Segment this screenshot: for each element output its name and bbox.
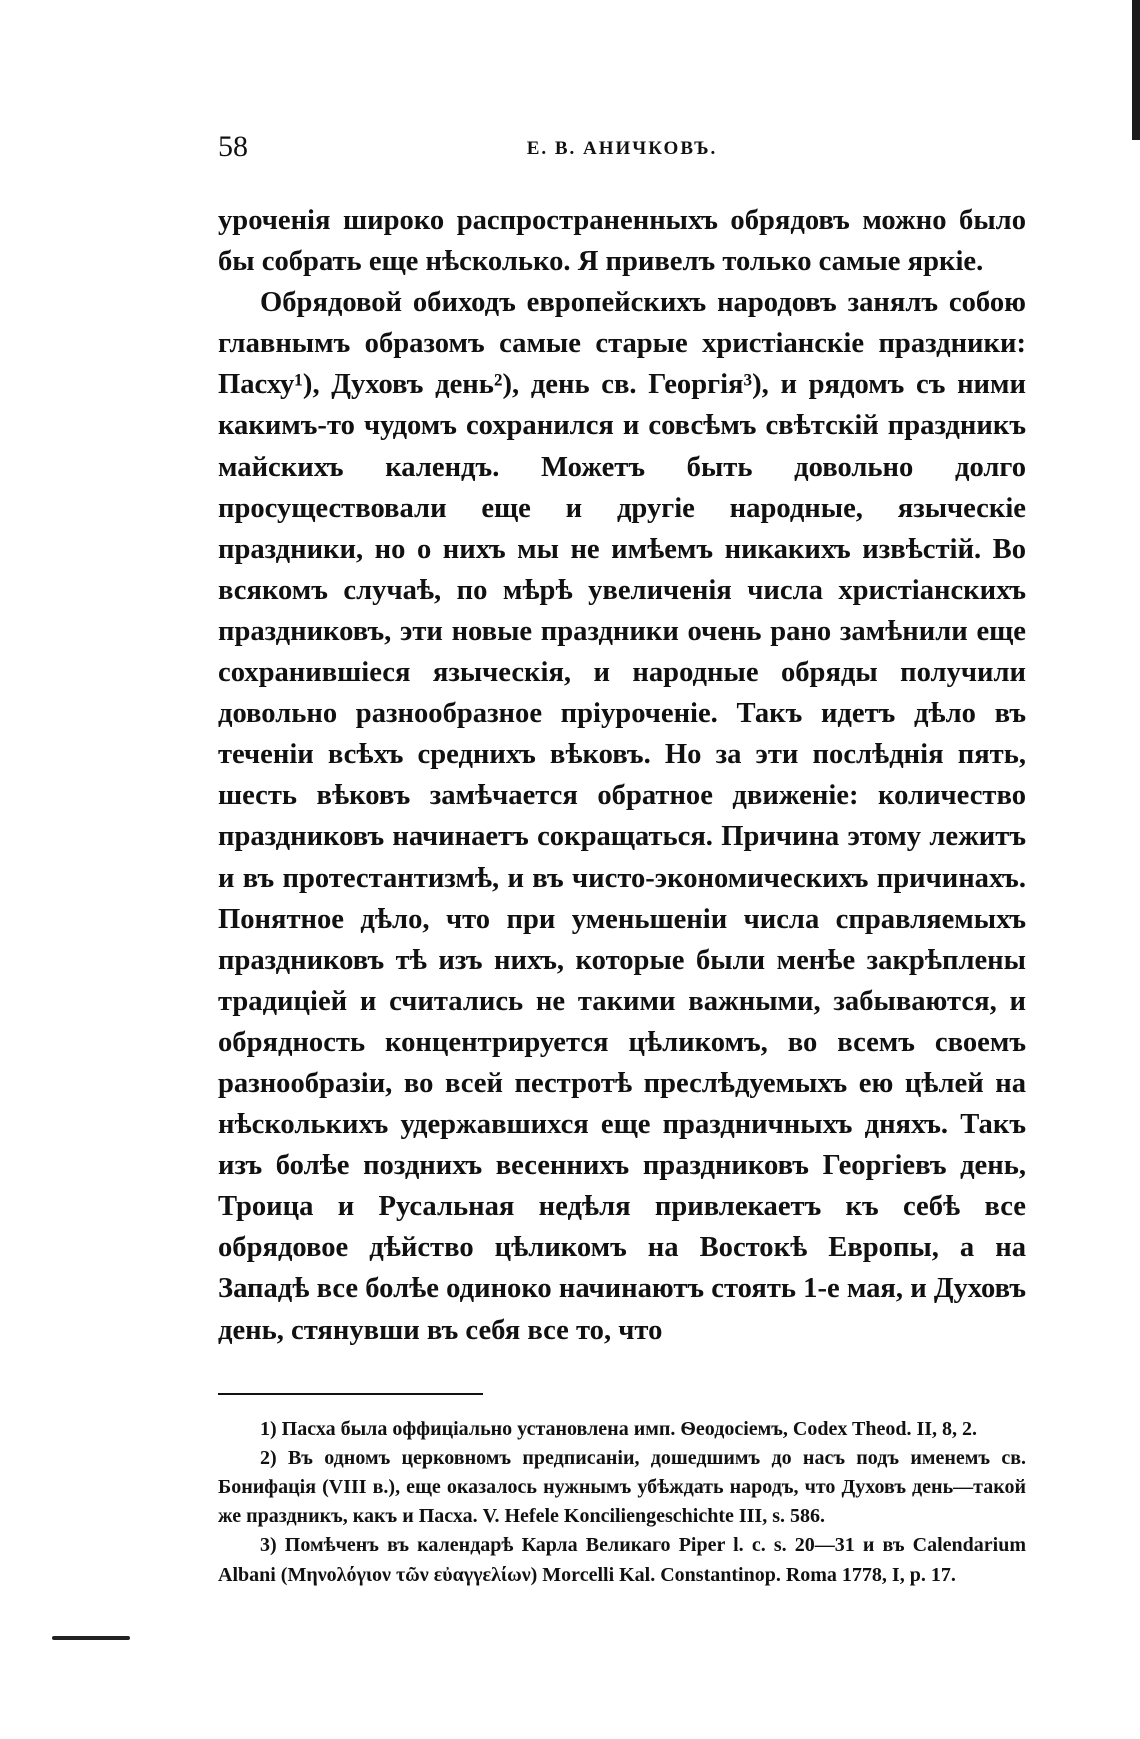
paragraph: Обрядовой обиходъ европейскихъ народовъ занялъ собою главнымъ образомъ самые старые христіанскіе праздники: Пасху¹), Духовъ день²), день св. Георгія³), и рядомъ съ ними какимъ-то чудомъ сохранился и совсѣмъ свѣтскій праздникъ майскихъ календъ. Можетъ быть довольно долго просуществовали еще и другіе народные, языческіе праздники, но о нихъ мы не имѣемъ никакихъ извѣстій. Во всякомъ случаѣ, по мѣрѣ увеличенія числа христіанскихъ праздниковъ, эти новые праздники очень рано замѣнили еще сохранившіеся языческія, и народные обряды получили довольно разнообразное пріуроченіе. Такъ идетъ дѣло въ теченіи всѣхъ среднихъ вѣковъ. Но за эти послѣднія пять, шесть вѣковъ замѣчается обратное движеніе: количество праздниковъ начинаетъ сокращаться. Причина этому лежитъ и въ протестантизмѣ, и въ чисто-экономическихъ причинахъ. Понятное дѣло, что при уменьшеніи числа справляемыхъ праздниковъ тѣ изъ нихъ, которые были менѣе закрѣплены традиціей и считались не такими важными, забываются, и обрядность концентрируется цѣликомъ, во всемъ своемъ разнообразіи, во всей пестротѣ преслѣдуемыхъ ею цѣлей на нѣсколькихъ удержавшихся еще праздничныхъ дняхъ. Такъ изъ болѣе позднихъ весеннихъ праздниковъ Георгіевъ день, Троица и Русальная недѣля привлекаетъ къ себѣ все обрядовое дѣйство цѣликомъ на Востокѣ Европы, а на Западѣ все болѣе одиноко начинаютъ стоять 1-е мая, и Духовъ день, стянувши въ себя все то, что	[218, 287, 1026, 1346]
footnote-3: 3) Помѣченъ въ календарѣ Карла Великаго Piper l. c. s. 20—31 и въ Calendarium Albani (Μηνολόγιον τῶν εὐαγγελίων) Morcelli Kal. Constantinop. Roma 1778, I, p. 17.	[218, 1534, 1026, 1586]
page-header	[218, 130, 1026, 170]
paragraph-continued: уроченія широко распространенныхъ обрядовъ можно было бы собрать еще нѣсколько. Я привелъ только самые яркіе.	[218, 205, 1026, 278]
footnote-2: 2) Въ одномъ церковномъ предписаніи, дошедшимъ до насъ подъ именемъ св. Бонифація (VIII в.), еще оказалось нужнымъ убѣждать народъ, что Духовъ день—такой же праздникъ, какъ и Пасха. V. Hefele Konciliengeschichte III, s. 586.	[218, 1446, 1026, 1528]
footnote-1: 1) Пасха была оффиціально установлена имп. Ѳеодосіемъ, Codex Theod. II, 8, 2.	[260, 1417, 978, 1440]
main-text	[218, 200, 1026, 1351]
running-head: Е. В. АНИЧКОВЪ.	[526, 138, 718, 159]
footnotes	[218, 1415, 1026, 1590]
scan-artifact-mark	[52, 1636, 130, 1640]
footnote-separator	[218, 1393, 483, 1395]
page-number: 58	[218, 130, 248, 163]
book-page	[218, 130, 1026, 1590]
scan-edge-mark	[1132, 0, 1140, 140]
